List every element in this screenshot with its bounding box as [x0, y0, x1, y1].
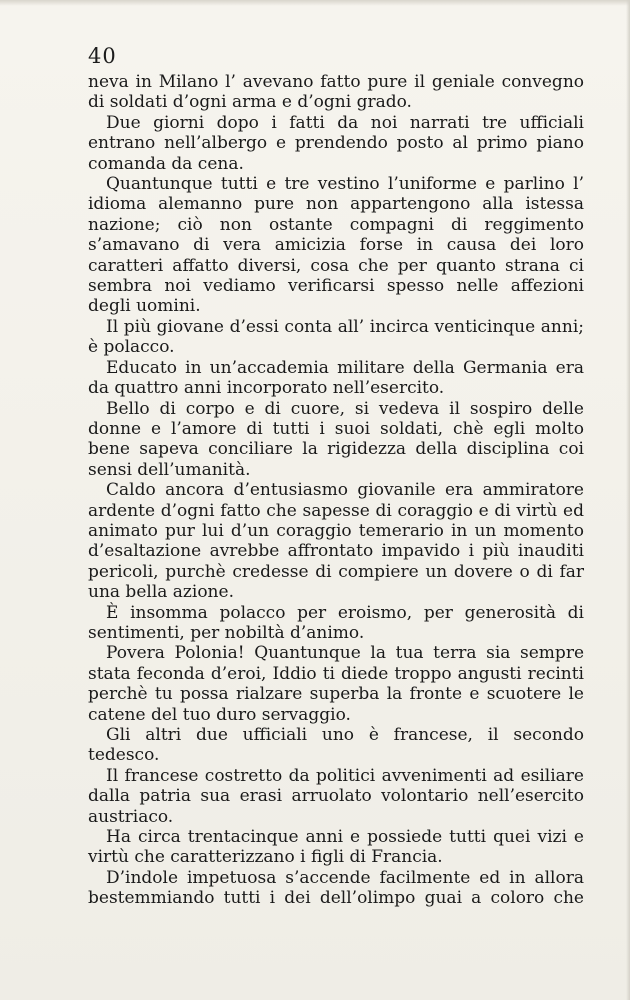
paragraph: neva in Milano l’ avevano fatto pure il geniale convegno di soldati d’ogni arma e d’ogni grado.: [88, 72, 584, 113]
paragraph: Il più giovane d’essi conta all’ incirca venticinque anni; è polacco.: [88, 316, 584, 358]
page-number: 40: [88, 44, 117, 68]
paragraph: Due giorni dopo i fatti da noi narrati tre ufficiali entrano nell’albergo e prendendo posto al primo piano comanda da cena.: [88, 112, 584, 174]
paragraph: Quantunque tutti e tre vestino l’uniforme e parlino l’ idioma alemanno pure non appartengono alla istessa nazione; ciò non ostante compagni di reggimento s’amavano di vera amicizia forse in causa dei loro caratteri affatto diversi, cosa che per quanto strana ci sembra noi vediamo verificarsi spesso nelle affezioni degli uomini.: [88, 174, 584, 317]
paragraph: Il francese costretto da politici avvenimenti ad esiliare dalla patria sua erasi arruolato volontario nell’esercito austriaco.: [88, 765, 584, 827]
paragraph: Povera Polonia! Quantunque la tua terra sia sempre stata feconda d’eroi, Iddio ti diede troppo angusti recinti perchè tu possa rialzare superba la fronte e scuotere le catene del tuo duro servaggio.: [88, 643, 584, 725]
body-text: [88, 72, 584, 909]
paragraph: Bello di corpo e di cuore, si vedeva il sospiro delle donne e l’amore di tutti i suoi soldati, chè egli molto bene sapeva conciliare la rigidezza della disciplina coi sensi dell’umanità.: [88, 398, 584, 480]
paragraph: D’indole impetuosa s’accende facilmente ed in allora bestemmiando tutti i dei dell’olimpo guai a coloro che: [88, 867, 584, 909]
paragraph: Educato in un’accademia militare della Germania era da quattro anni incorporato nell’esercito.: [88, 357, 584, 399]
page-edge-shadow-right: [626, 0, 630, 1000]
paragraph: Ha circa trentacinque anni e possiede tutti quei vizi e virtù che caratterizzano i figli di Francia.: [88, 827, 584, 868]
paragraph: Caldo ancora d’entusiasmo giovanile era ammiratore ardente d’ogni fatto che sapesse di coraggio e di virtù ed animato pur lui d’un coraggio temerario in un momento d’esaltazione avrebbe affrontato impavido i più inauditi pericoli, purchè credesse di compiere un dovere o di far una bella azione.: [88, 480, 584, 603]
page-edge-shadow: [0, 0, 630, 6]
paragraph: Gli altri due ufficiali uno è francese, il secondo tedesco.: [88, 725, 584, 766]
paragraph: È insomma polacco per eroismo, per generosità di sentimenti, per nobiltà d’animo.: [88, 602, 584, 643]
